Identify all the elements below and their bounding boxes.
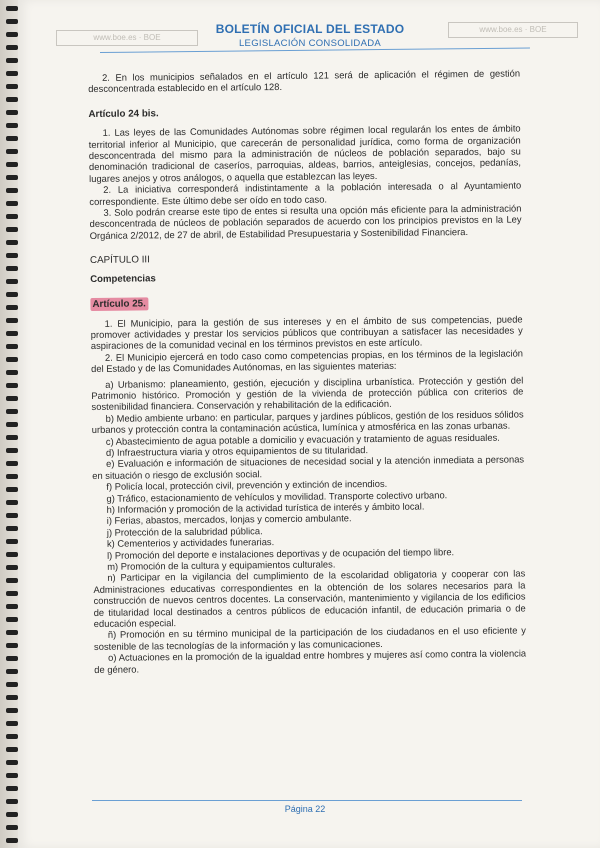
- binding-ring: [6, 474, 18, 479]
- list-item: d) Infraestructura viaria y otros equipamientos de su titularidad.: [105, 444, 369, 458]
- paragraph: 1. Las leyes de las Comunidades Autónomas sobre régimen local regularán los entes de ámbito territorial inferior al Municipio, que carecerán de personalidad jurídica, como forma de organización desconcentrada del mismo para la administración de núcleos de población separados, bajo su denominación tradicional de caseríos, parroquias, aldeas, barrios, anteiglesias, concejos, pedanías, lugares anejos y otros análogos, o aquella que establezcan las leyes.: [88, 122, 522, 184]
- binding-ring: [6, 773, 18, 778]
- binding-ring: [6, 435, 18, 440]
- stamp-left: www.boe.es · BOE: [56, 30, 198, 46]
- list-item: g) Tráfico, estacionamiento de vehículos y movilidad. Transporte colectivo urbano.: [106, 488, 448, 504]
- list-item: a) Urbanismo: planeamiento, gestión, ejecución y disciplina urbanística. Protección y gestión del Patrimonio histórico. Promoción y gestión de la vivienda de protección pública con criterios de sostenibilidad financiera. Conservación y rehabilitación de la edificación.: [91, 373, 524, 413]
- binding-ring: [6, 162, 18, 167]
- binding-ring: [6, 19, 18, 24]
- header-subtitle: LEGISLACIÓN CONSOLIDADA: [238, 38, 382, 49]
- binding-ring: [6, 123, 18, 128]
- binding-ring: [6, 539, 18, 544]
- binding-ring: [6, 201, 18, 206]
- binding-ring: [6, 292, 18, 297]
- binding-ring: [6, 721, 18, 726]
- header-title: BOLETÍN OFICIAL DEL ESTADO: [215, 22, 405, 36]
- binding-ring: [6, 461, 18, 466]
- binding-ring: [6, 669, 18, 674]
- binding-ring: [6, 708, 18, 713]
- binding-ring: [6, 578, 18, 583]
- binding-ring: [6, 695, 18, 700]
- list-item: f) Policía local, protección civil, prevención y extinción de incendios.: [106, 478, 388, 493]
- binding-ring: [6, 799, 18, 804]
- binding-ring: [6, 409, 18, 414]
- paragraph: 2. En los municipios señalados en el artículo 121 será de aplicación el régimen de gestión desconcentrada establecido en el artículo 128.: [88, 67, 521, 95]
- binding-ring: [6, 500, 18, 505]
- stamp-right: www.boe.es · BOE: [448, 22, 578, 38]
- binding-ring: [6, 344, 18, 349]
- list-item: o) Actuaciones en la promoción de la igualdad entre hombres y mujeres así como contra la violencia de género.: [94, 647, 527, 675]
- binding-ring: [6, 331, 18, 336]
- binding-ring: [6, 188, 18, 193]
- paragraph: 2. El Municipio ejercerá en todo caso como competencias propias, en los términos de la legislación del Estado y de las Comunidades Autónomas, en las siguientes materias:: [91, 347, 524, 375]
- binding-ring: [6, 747, 18, 752]
- binding-ring: [6, 253, 18, 258]
- binding-ring: [6, 825, 18, 830]
- binding-ring: [6, 643, 18, 648]
- chapter-heading: CAPÍTULO III: [89, 254, 150, 267]
- binding-ring: [6, 305, 18, 310]
- list-item: j) Protección de la salubridad pública.: [106, 525, 263, 538]
- binding-ring: [6, 370, 18, 375]
- list-item: n) Participar en la vigilancia del cumplimiento de la escolaridad obligatoria y cooperar con las Administraciones educativas correspondientes en la obtención de los solares necesarios para la construcción de nuevos centros docentes. La conservación, mantenimiento y vigilancia de los edificios de titularidad local destinados a centros públicos de educación infantil, de educación primaria o de educación especial.: [93, 567, 526, 630]
- binding-ring: [6, 682, 18, 687]
- binding-ring: [6, 266, 18, 271]
- list-item: c) Abastecimiento de agua potable a domicilio y evacuación y tratamiento de aguas residuales.: [105, 431, 500, 447]
- binding-ring: [6, 604, 18, 609]
- binding-ring: [6, 240, 18, 245]
- binding-ring: [6, 422, 18, 427]
- binding-ring: [6, 97, 18, 102]
- binding-ring: [6, 617, 18, 622]
- binding-ring: [6, 656, 18, 661]
- binding-ring: [6, 838, 18, 843]
- binding-ring: [6, 552, 18, 557]
- page-header: [190, 22, 430, 49]
- binding-ring: [6, 279, 18, 284]
- binding-ring: [6, 786, 18, 791]
- binding-ring: [6, 357, 18, 362]
- binding-ring: [6, 136, 18, 141]
- binding-ring: [6, 227, 18, 232]
- page-number: Página 22: [284, 804, 326, 814]
- binding-ring: [6, 45, 18, 50]
- binding-ring: [6, 58, 18, 63]
- binding-ring: [6, 149, 18, 154]
- paragraph: 3. Solo podrán crearse este tipo de entes si resulta una opción más eficiente para la administración desconcentrada de núcleos de población separados de acuerdo con los principios previstos en la Ley Orgánica 2/2012, de 27 de abril, de Estabilidad Presupuestaria y Sostenibilidad Financiera.: [89, 202, 522, 241]
- paragraph: 2. La iniciativa corresponderá indistintamente a la población interesada o al Ayuntamiento correspondiente. Este último debe ser oído en todo caso.: [89, 179, 522, 207]
- binding-ring: [6, 487, 18, 492]
- highlight-mark: Artículo 25.: [90, 297, 148, 311]
- binding-ring: [6, 448, 18, 453]
- binding-ring: [6, 32, 18, 37]
- document-body: [88, 67, 526, 675]
- binding-ring: [6, 734, 18, 739]
- binding-ring: [6, 630, 18, 635]
- binding-ring: [6, 84, 18, 89]
- footer-divider: [92, 800, 522, 801]
- binding-ring: [6, 318, 18, 323]
- list-item: k) Cementerios y actividades funerarias.: [106, 536, 275, 550]
- list-item: h) Información y promoción de la actividad turística de interés y ámbito local.: [106, 500, 425, 515]
- binding-ring: [6, 396, 18, 401]
- binding-ring: [6, 760, 18, 765]
- binding-ring: [6, 513, 18, 518]
- binding-ring: [6, 812, 18, 817]
- list-item: l) Promoción del deporte e instalaciones deportivas y de ocupación del tiempo libre.: [107, 545, 455, 561]
- chapter-title: Competencias: [90, 272, 156, 285]
- binding-ring: [6, 565, 18, 570]
- binding-ring: [6, 214, 18, 219]
- article-24bis-heading: Artículo 24 bis.: [88, 108, 159, 120]
- binding-ring: [6, 175, 18, 180]
- list-item: i) Ferias, abastos, mercados, lonjas y comercio ambulante.: [106, 512, 352, 527]
- binding-ring: [6, 591, 18, 596]
- list-item: ñ) Promoción en su término municipal de la participación de los ciudadanos en el uso eficiente y sostenible de las tecnologías de la información y las comunicaciones.: [93, 624, 526, 652]
- binding-ring: [6, 526, 18, 531]
- binding-ring: [6, 71, 18, 76]
- paragraph: 1. El Municipio, para la gestión de sus intereses y en el ámbito de sus competencias, puede promover actividades y prestar los servicios públicos que contribuyan a satisfacer las necesidades y aspiraciones de la comunidad vecinal en los términos previstos en este artículo.: [90, 312, 523, 352]
- list-item: b) Medio ambiente urbano: en particular, parques y jardines públicos, gestión de los residuos sólidos urbanos y protección contra la contaminación acústica, lumínica y atmosférica en las zonas urbanas.: [91, 408, 524, 436]
- binding-ring: [6, 383, 18, 388]
- binding-ring: [6, 6, 18, 11]
- list-item: m) Promoción de la cultura y equipamientos culturales.: [107, 558, 336, 572]
- binding-ring: [6, 110, 18, 115]
- list-item: e) Evaluación e información de situaciones de necesidad social y la atención inmediata a personas en situación o riesgo de exclusión social.: [92, 453, 525, 481]
